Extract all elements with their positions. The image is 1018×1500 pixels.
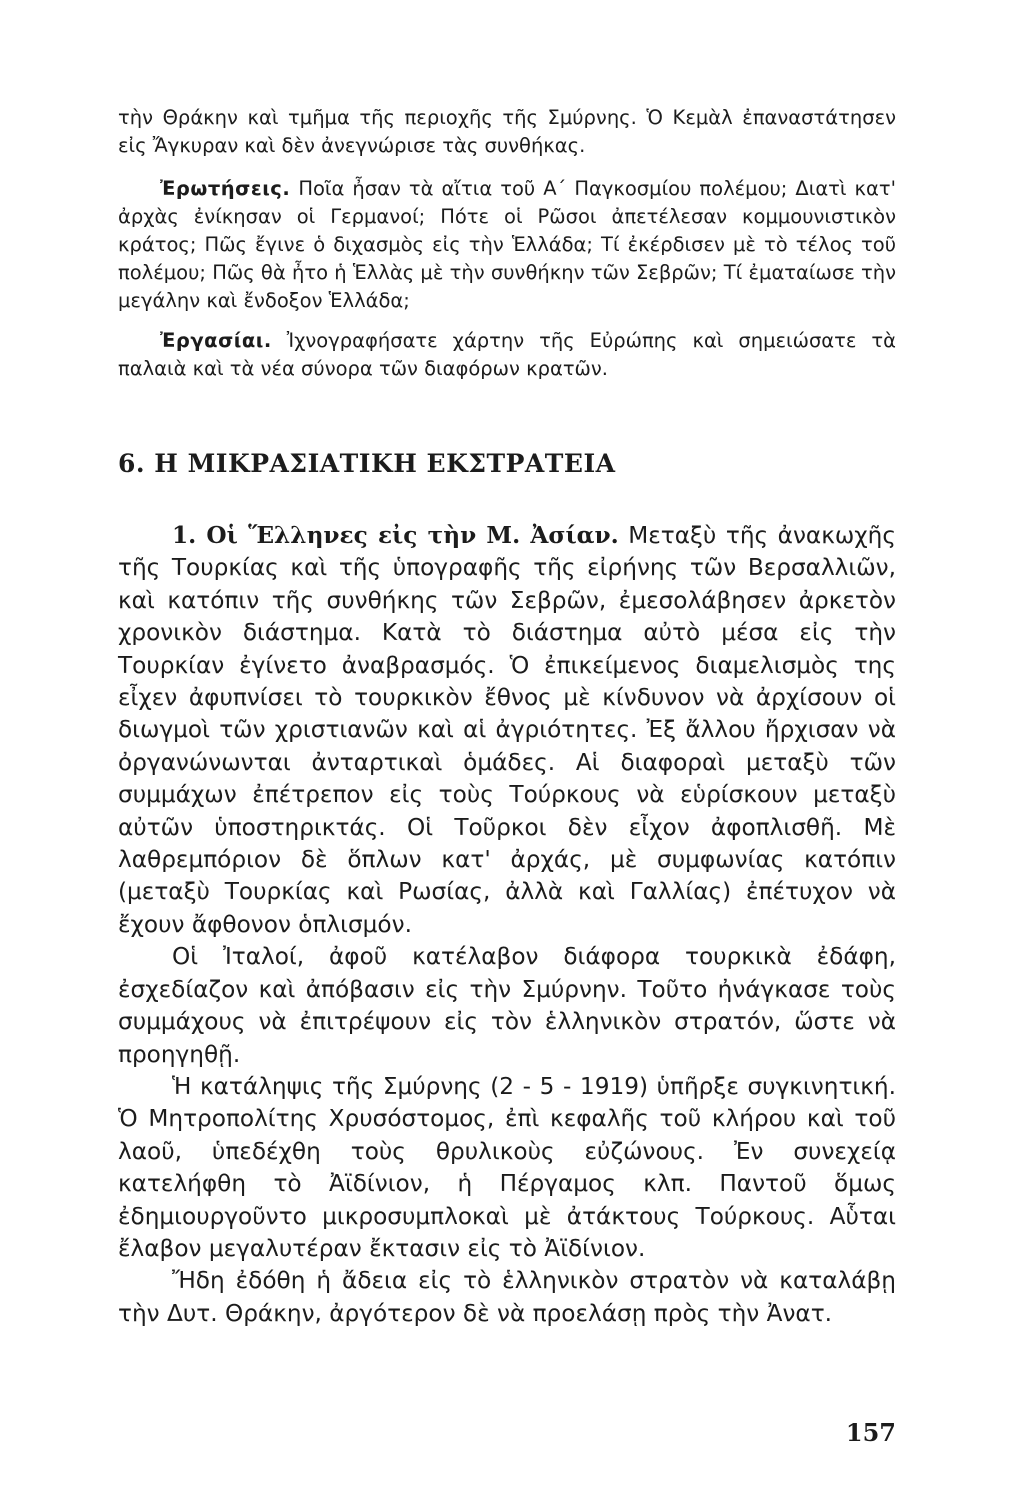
works-block: [118, 327, 896, 383]
paragraph-text: Μεταξὺ τῆς ἀνακωχῆς τῆς Τουρκίας καὶ τῆς ὑπογραφῆς τῆς εἰρήνης τῶν Βερσαλλιῶν, καὶ κατόπιν τῆς συνθήκης τῶν Σεβρῶν, ἐμεσολάβησεν ἀρκετὸν χρονικὸν διάστημα. Κατὰ τὸ διάστημα αὐτὸ μέσα εἰς τὴν Τουρκίαν ἐγίνετο ἀναβρασμός. Ὁ ἐπικείμενος διαμελισμὸς της εἶχεν ἀφυπνίσει τὸ τουρκικὸν ἔθνος μὲ κίνδυνον νὰ ἀρχίσουν οἱ διωγμοὶ τῶν χριστιανῶν καὶ αἱ ἀγριότητες. Ἐξ ἄλλου ἤρχισαν νὰ ὀργανώνωνται ἀνταρτικαὶ ὁμάδες. Αἱ διαφοραὶ μεταξὺ τῶν συμμάχων ἐπέτρεπον εἰς τοὺς Τούρκους νὰ εὑρίσκουν μεταξὺ αὐτῶν ὑποστηρικτάς. Οἱ Τοῦρκοι δὲν εἶχον ἀφοπλισθῆ. Μὲ λαθρεμπόριον δὲ ὅπλων κατ' ἀρχάς, μὲ συμφωνίας κατόπιν (μεταξὺ Τουρκίας καὶ Ρωσίας, ἀλλὰ καὶ Γαλλίας) ἐπέτυχον νὰ ἔχουν ἄφθονον ὁπλισμόν.: [118, 522, 896, 938]
intro-text: τὴν Θράκην καὶ τμῆμα τῆς περιοχῆς τῆς Σμύρνης. Ὁ Κεμὰλ ἐπαναστάτησεν εἰς Ἄγκυραν καὶ δὲν ἀνεγνώρισε τὰς συνθήκας.: [118, 106, 896, 157]
works-heading: Ἐργασίαι.: [160, 329, 272, 352]
section-paragraph-4: Ἤδη ἐδόθη ἡ ἄδεια εἰς τὸ ἑλληνικὸν στρατὸν νὰ καταλάβῃ τὴν Δυτ. Θράκην, ἀργότερον δὲ νὰ προελάσῃ πρὸς τὴν Ἀνατ.: [118, 1267, 896, 1327]
works-paragraph: [118, 327, 896, 383]
section-heading: 1. Οἱ Ἕλληνες εἰς τὴν Μ. Ἀσίαν.: [172, 522, 619, 549]
questions-text: Ποῖα ἦσαν τὰ αἴτια τοῦ Α΄ Παγκοσμίου πολέμου; Διατὶ κατ' ἀρχὰς ἐνίκησαν οἱ Γερμανοί; Πότε οἱ Ρῶσοι ἀπετέλεσαν κομμουνιστικὸν κράτος; Πῶς ἔγινε ὁ διχασμὸς εἰς τὴν Ἑλλάδα; Τί ἐκέρδισεν μὲ τὸ τέλος τοῦ πολέμου; Πῶς θὰ ἦτο ἡ Ἑλλὰς μὲ τὴν συνθήκην τῶν Σεβρῶν; Τί ἐματαίωσε τὴν μεγάλην καὶ ἔνδοξον Ἑλλάδα;: [118, 177, 897, 312]
section-paragraph-2: Οἱ Ἰταλοί, ἀφοῦ κατέλαβον διάφορα τουρκικὰ ἐδάφη, ἐσχεδίαζον καὶ ἀπόβασιν εἰς τὴν Σμύρνην. Τοῦτο ἠνάγκασε τοὺς συμμάχους νὰ ἐπιτρέψουν εἰς τὸν ἑλληνικὸν στρατόν, ὥστε νὰ προηγηθῇ.: [118, 943, 896, 1068]
section-paragraph-3: Ἡ κατάληψις τῆς Σμύρνης (2 - 5 - 1919) ὑπῆρξε συγκινητική. Ὁ Μητροπολίτης Χρυσόστομος, ἐπὶ κεφαλῆς τοῦ κλήρου καὶ τοῦ λαοῦ, ὑπεδέχθη τοὺς θρυλικοὺς εὐζώνους. Ἐν συνεχείᾳ κατελήφθη τὸ Ἀϊδίνιον, ἡ Πέργαμος κλπ. Παντοῦ ὅμως ἐδημιουργοῦντο μικροσυμπλοκαὶ μὲ ἀτάκτους Τούρκους. Αὗται ἔλαβον μεγαλυτέραν ἔκτασιν εἰς τὸ Ἀϊδίνιον.: [118, 1072, 896, 1262]
questions-paragraph: [118, 175, 896, 315]
page-number: 157: [845, 1418, 896, 1447]
chapter-title: 6. Η ΜΙΚΡΑΣΙΑΤΙΚΗ ΕΚΣΤΡΑΤΕΙΑ: [118, 449, 616, 478]
section-body: [118, 520, 896, 1330]
section-paragraph-1: [118, 520, 896, 941]
works-text: Ἰχνογραφήσατε χάρτην τῆς Εὐρώπης καὶ σημειώσατε τὰ παλαιὰ καὶ τὰ νέα σύνορα τῶν διαφόρων κρατῶν.: [118, 329, 896, 380]
intro-paragraph: [118, 104, 896, 160]
questions-heading: Ἐρωτήσεις.: [160, 177, 291, 200]
questions-block: [118, 175, 896, 315]
